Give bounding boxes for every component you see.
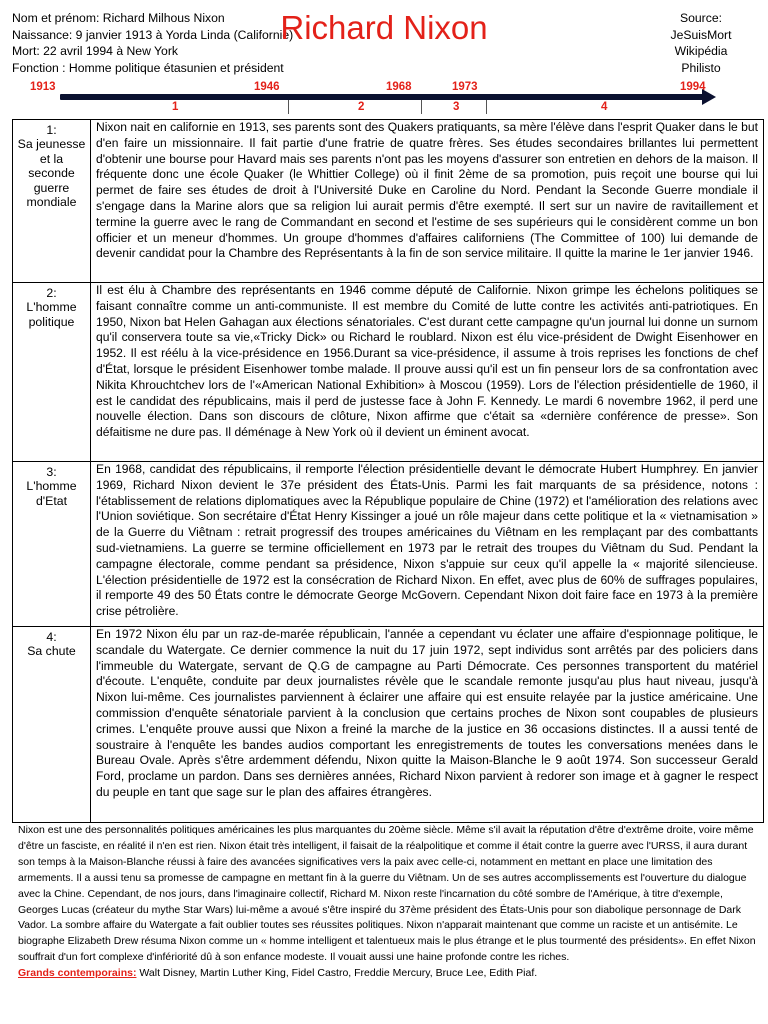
period-label: 2: L'homme politique [13,283,91,462]
period-label: 4: Sa chute [13,627,91,823]
timeline [0,78,768,116]
summary-text: Nixon est une des personnalités politiques américaines les plus marquantes du 20ème siècle. Même s'il avait la réputation d'être d'extrême droite, voire même d'être un fasciste, en réalité il n'en est rien. Nixon était très intelligent, il faisait de la réalpolitique et comme il était contre la guerre avec l'URSS, il aura durant son temps à la Maison-Blanche réussi à faire des avancées significatives vers la paix avec celle-ci, notamment en mettant en place une limitation des armements. Il a aussi tenu sa promesse de campagne en mettant fin à la guerre du Viêtnam. Un de ses autres accomplissements est l'ouverture du dialogue avec la Chine. Cependant, de nos jours, dans l'imaginaire collectif, Richard M. Nixon reste l'incarnation du côté sombre de l'Amérique, à titre d'exemple, Georges Lucas (créateur du mythe Star Wars) lui-même a avoué s'être inspiré du 37ème président des États-Unis pour son diabolique personnage de Dark Vador. La sombre affaire du Watergate a fait oublier toutes ses réussites politiques. Nixon n'apparait maintenant que comme un raciste et un antisémite. Le biographe Elizabeth Drew résuma Nixon comme un « homme intelligent et talentueux mais le plus étrange et le plus tourmenté des présidents». En effet Nixon souffrait d'un fort complexe d'infériorité dû à son enfance modeste. Il vouait aussi une haine profonde contre les riches. [18,824,756,964]
timeline-period-number: 4 [601,101,608,113]
period-label: 1: Sa jeunesse et la seconde guerre mondiale [13,120,91,283]
identity-name: Nom et prénom: Richard Milhous Nixon [12,11,225,25]
summary-section [18,823,760,982]
timeline-arrow-head-icon [702,89,716,105]
page-title: Richard Nixon [280,9,488,46]
timeline-year: 1946 [254,81,280,93]
identity-death: Mort: 22 avril 1994 à New York [12,44,178,58]
timeline-tick [288,100,289,114]
period-text: En 1972 Nixon élu par un raz-de-marée républicain, l'année a cependant vu éclater une affaire d'espionnage politique, le scandale du Watergate. Ce dernier commence la nuit du 17 juin 1972, sept individus sont arrêtés par des policiers dans l'immeuble du Watergate, servant de Q.G de campagne au Parti Démocrate. Ces personnes transportent du matériel d'écoute. L'enquête, conduite par deux journalistes révèle que le scandale remonte jusqu'au plus haut niveau, jusqu'à Nixon lui-même. Ces journalistes parviennent à éclairer une affaire qui est ensuite relayée par la justice américaine. Une commission d'enquête sénatoriale parvient à la conclusion que certains proches de Nixon sont coupables de plusieurs crimes. L'enquête prouve aussi que Nixon a freiné la marche de la justice en 36 occasions distinctes. Il a aussi tenté de soustraire à l'enquête les bandes audios comportant les enregistrements de toutes les conversations menées dans le Bureau Ovale. Après s'être ardemment défendu, Nixon quitte la Maison-Blanche le 9 août 1974. Son successeur Gerald Ford, proclame un pardon. Dans ses dernières années, Richard Nixon parvient à redorer son image et à gagner le respect du peuple en tant que sage sur le plan des affaires étrangères. [91,627,764,823]
source-item: JeSuisMort [670,27,732,42]
contemporaries-names: Walt Disney, Martin Luther King, Fidel Castro, Freddie Mercury, Bruce Lee, Edith Piaf. [139,967,538,980]
timeline-year: 1913 [30,81,56,93]
period-text: En 1968, candidat des républicains, il remporte l'élection présidentielle devant le démocrate Hubert Humphrey. En janvier 1969, Richard Nixon devient le 37e président des États-Unis. Parmi les fait marquants de sa présidence, notons : l'établissement de relations diplomatiques avec la République populaire de Chine (1972) et l'amélioration des relations avec l'Union soviétique. Son secrétaire d'État Henry Kissinger a joué un rôle majeur dans cette politique et la « vietnamisation » de la Guerre du Viêtnam : retrait progressif des troupes américaines du Viêtnam en les remplaçant par des combattants sud-vietnamiens. La guerre se termine officiellement en 1973 par le retrait des troupes du Viêtnam du Sud. Pendant la campagne électorale, comme pendant sa présidence, Nixon s'appuie sur ceux qu'il appelle la « majorité silencieuse. L'élection présidentielle de 1972 est la consécration de Richard Nixon. En effet, avec plus de 60% de suffrages populaires, il remporte 49 des 50 États contre le démocrate George McGovern. Cependant Nixon doit faire face en 1973 à la première crise pétrolière. [91,462,764,627]
sources-label: Source: [679,11,722,25]
timeline-period-number: 3 [453,101,460,113]
periods-table [12,119,764,823]
period-row [13,283,764,462]
timeline-arrow-shaft [60,94,708,100]
timeline-year: 1994 [680,81,706,93]
period-row [13,120,764,283]
sources-block [656,10,746,76]
source-item: Wikipédia [674,44,728,58]
timeline-period-number: 1 [172,101,179,113]
timeline-tick [486,100,487,114]
period-label: 3: L'homme d'Etat [13,462,91,627]
period-text: Nixon nait en californie en 1913, ses parents sont des Quakers pratiquants, sa mère l'élève dans l'esprit Quaker dans le but d'en faire un missionnaire. Il fait partie d'une fratrie de quatre frères. Ses études secondaires brillantes lui permettent d'obtenir une bourse pour Havard mais ses parents n'ont pas les moyens d'assurer son entretien en dehors de la maison. Il fréquente donc une école Quaker (le Whittier College) où il finit 2ème de sa promotion, puis reçoit une bourse qui lui permet de faire ses études de droit à l'Université Duke en Caroline du Nord. Pendant la Seconde Guerre mondiale il s'engage dans la Marine alors que sa religion lui aurait permis d'être exempté. Il sert sur un navire de ravitaillement et termine la guerre avec le rang de Commandant en second et l'estime de ses supérieurs qui le considèrent comme un bon officier et un meneur d'hommes. Un groupe d'hommes d'affaires californiens (The Committee of 100) lui demande de devenir candidat pour la Chambre des Représentants à la fin de son service militaire. Il quitte la marine le 1er janvier 1946. [91,120,764,283]
timeline-period-number: 2 [358,101,365,113]
timeline-year: 1968 [386,81,412,93]
identity-function: Fonction : Homme politique étasunien et président [12,60,284,75]
period-row [13,627,764,823]
timeline-tick [421,100,422,114]
period-text: Il est élu à Chambre des représentants en 1946 comme député de Californie. Nixon grimpe les échelons politiques se faisant connaître comme un anti-communiste. Il est membre du Comité de lutte contre les activités anti-patriotiques. En 1950, Nixon bat Helen Gahagan aux élections sénatoriales. C'est durant cette campagne qu'un journal lui donne un surnom qu'il conservera toute sa vie,«Tricky Dick» ou Richard le roublard. Nixon est élu vice-président de Dwight Eisenhower en 1952. Il est réélu à la vice-présidence en 1956.Durant sa vice-présidence, il assume à trois reprises les fonctions de chef d'État, lorsque le président Eisenhower tombe malade. Il prouve aussi qu'il est un fin penseur lors de sa confrontation avec Nikita Khrouchtchev lors de l'«American National Exhibition» à Moscou (1959). Lors de l'élection présidentielle de 1960, il est le candidat des républicains, mais il perd de justesse face à John F. Kennedy. Le mardi 6 novembre 1962, il perd une nouvelle élection. Dans son discours de clôture, Nixon affirme que c'était sa «dernière conférence de presse». Son défaitisme ne dure pas. Il déménage à New York où il devient un éminent avocat. [91,283,764,462]
timeline-year: 1973 [452,81,478,93]
identity-birth: Naissance: 9 janvier 1913 à Yorda Linda (Californie) [12,27,294,42]
source-item: Philisto [681,60,721,75]
period-row [13,462,764,627]
contemporaries-label: Grands contemporains: [18,967,137,980]
